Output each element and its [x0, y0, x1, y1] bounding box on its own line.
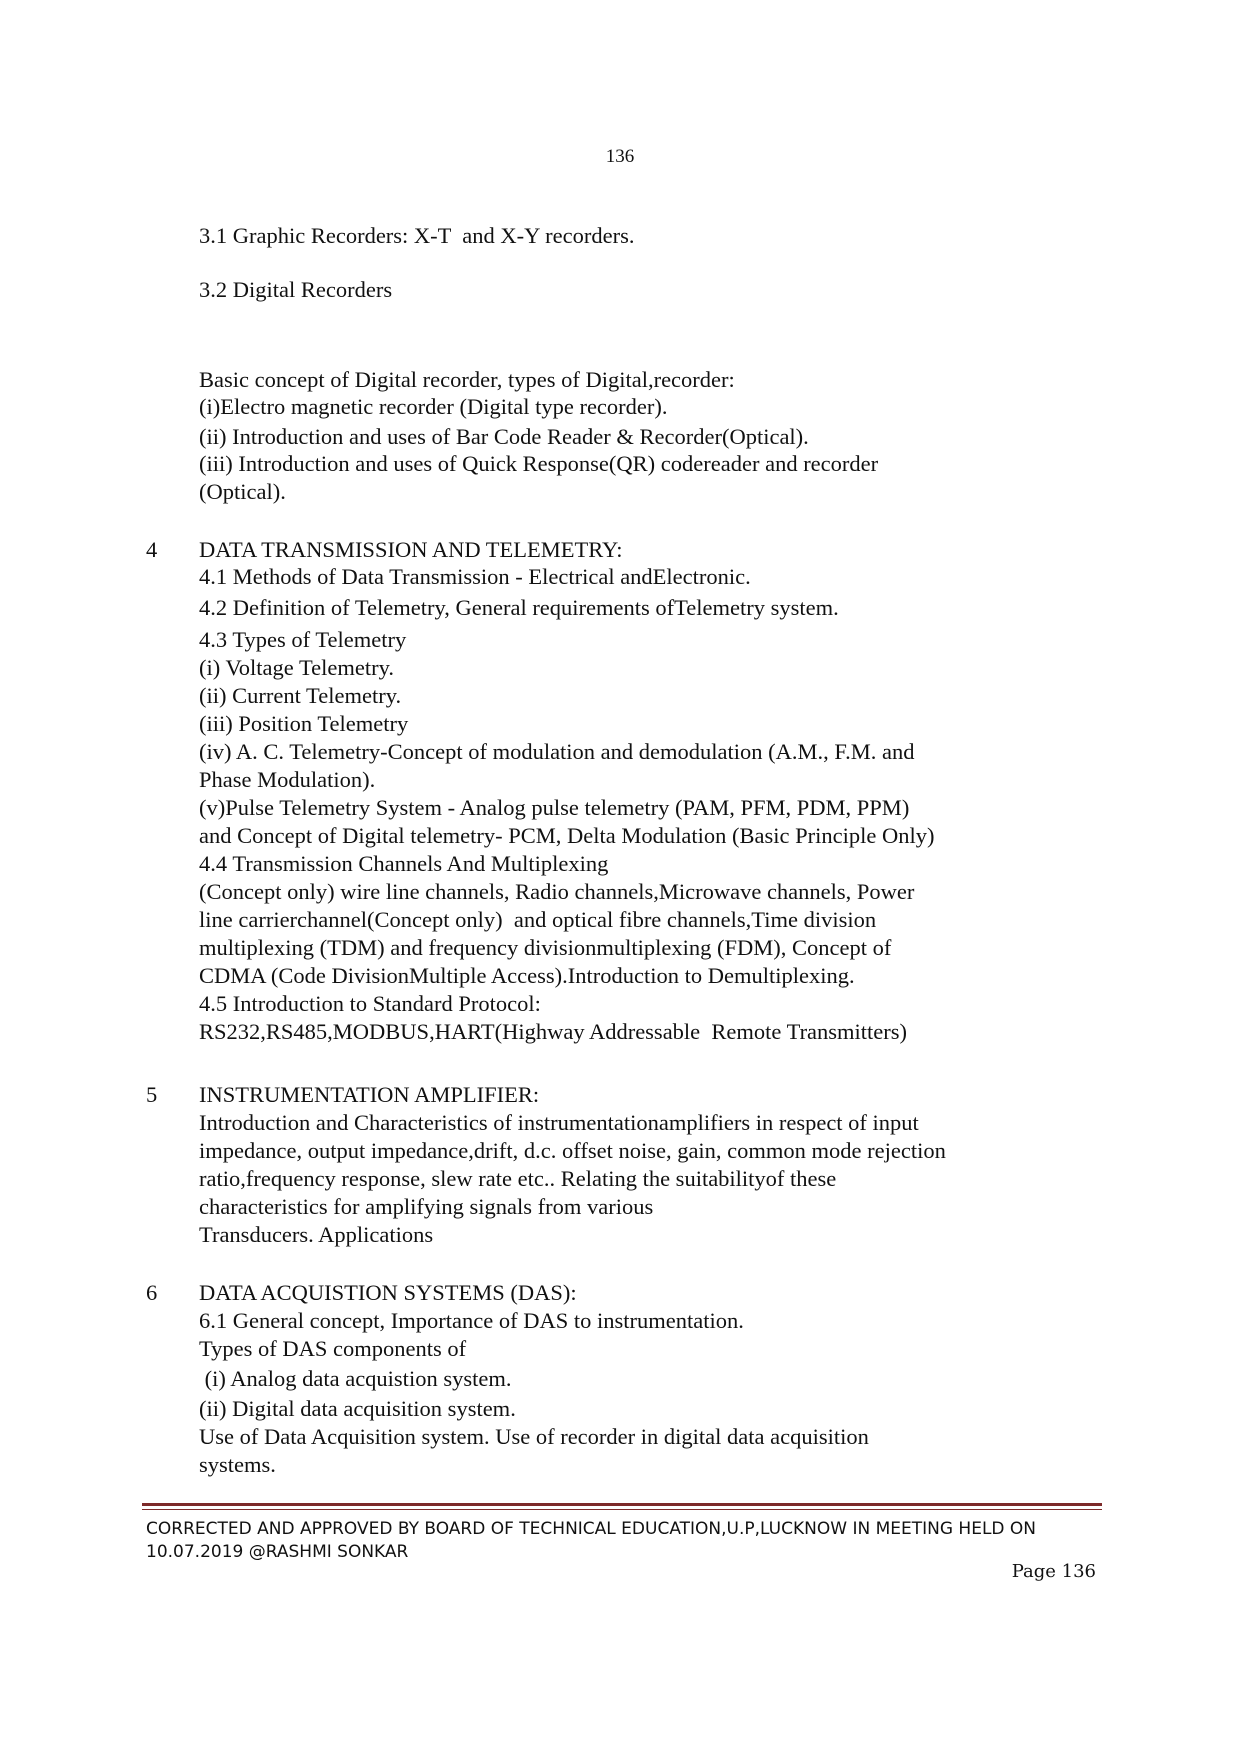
digital-recorder-line: (i)Electro magnetic recorder (Digital type recorder).: [199, 394, 668, 419]
section-line: RS232,RS485,MODBUS,HART(Highway Addressable Remote Transmitters): [199, 1019, 908, 1044]
section-line: characteristics for amplifying signals from various: [199, 1194, 654, 1219]
section-line: Phase Modulation).: [199, 767, 376, 792]
section-line: ratio,frequency response, slew rate etc.. Relating the suitabilityof these: [199, 1166, 837, 1191]
section-line: CDMA (Code DivisionMultiple Access).Introduction to Demultiplexing.: [199, 963, 855, 988]
section-line: Introduction and Characteristics of instrumentationamplifiers in respect of input: [199, 1110, 919, 1135]
digital-recorder-line: Basic concept of Digital recorder, types of Digital,recorder:: [199, 367, 735, 392]
section-line: systems.: [199, 1452, 276, 1477]
section-number: 5: [146, 1082, 158, 1107]
section-line: (iii) Position Telemetry: [199, 711, 409, 736]
section-heading: INSTRUMENTATION AMPLIFIER:: [199, 1082, 540, 1107]
digital-recorder-line: (iii) Introduction and uses of Quick Response(QR) codereader and recorder: [199, 451, 879, 476]
section-line: Transducers. Applications: [199, 1222, 434, 1247]
section-line: 6.1 General concept, Importance of DAS to instrumentation.: [199, 1308, 744, 1333]
section-line: and Concept of Digital telemetry- PCM, Delta Modulation (Basic Principle Only): [199, 823, 935, 848]
section-line: 4.5 Introduction to Standard Protocol:: [199, 991, 541, 1016]
footer-rule-thin: [142, 1509, 1102, 1510]
section-line: impedance, output impedance,drift, d.c. offset noise, gain, common mode rejection: [199, 1138, 946, 1163]
section-line: 4.1 Methods of Data Transmission - Electrical andElectronic.: [199, 564, 751, 589]
footer-approval-line: 10.07.2019 @RASHMI SONKAR: [146, 1542, 409, 1562]
digital-recorder-line: (ii) Introduction and uses of Bar Code Reader & Recorder(Optical).: [199, 424, 809, 449]
section-number: 4: [146, 537, 158, 562]
section-line: (Concept only) wire line channels, Radio channels,Microwave channels, Power: [199, 879, 915, 904]
section-line: 4.3 Types of Telemetry: [199, 627, 407, 652]
section-line: (ii) Digital data acquisition system.: [199, 1396, 516, 1421]
item-digital-recorders: 3.2 Digital Recorders: [199, 277, 393, 302]
section-line: (ii) Current Telemetry.: [199, 683, 402, 708]
footer-approval-line: CORRECTED AND APPROVED BY BOARD OF TECHNICAL EDUCATION,U.P,LUCKNOW IN MEETING HELD ON: [146, 1519, 1037, 1539]
item-graphic-recorders: 3.1 Graphic Recorders: X-T and X-Y recorders.: [199, 223, 635, 248]
section-line: (i) Voltage Telemetry.: [199, 655, 395, 680]
header-page-number: 136: [605, 146, 635, 167]
footer-rule: [142, 1503, 1102, 1506]
digital-recorder-line: (Optical).: [199, 479, 286, 504]
section-line: multiplexing (TDM) and frequency divisionmultiplexing (FDM), Concept of: [199, 935, 892, 960]
section-line: 4.2 Definition of Telemetry, General requirements ofTelemetry system.: [199, 595, 839, 620]
section-number: 6: [146, 1280, 158, 1305]
section-line: line carrierchannel(Concept only) and optical fibre channels,Time division: [199, 907, 877, 932]
section-heading: DATA ACQUISTION SYSTEMS (DAS):: [199, 1280, 577, 1305]
footer-page-label: Page 136: [1011, 1561, 1096, 1582]
section-line: (iv) A. C. Telemetry-Concept of modulation and demodulation (A.M., F.M. and: [199, 739, 915, 764]
section-heading: DATA TRANSMISSION AND TELEMETRY:: [199, 537, 623, 562]
section-line: 4.4 Transmission Channels And Multiplexing: [199, 851, 609, 876]
section-line: Types of DAS components of: [199, 1336, 467, 1361]
section-line: (i) Analog data acquistion system.: [199, 1366, 512, 1391]
section-line: (v)Pulse Telemetry System - Analog pulse telemetry (PAM, PFM, PDM, PPM): [199, 795, 910, 820]
section-line: Use of Data Acquisition system. Use of recorder in digital data acquisition: [199, 1424, 869, 1449]
